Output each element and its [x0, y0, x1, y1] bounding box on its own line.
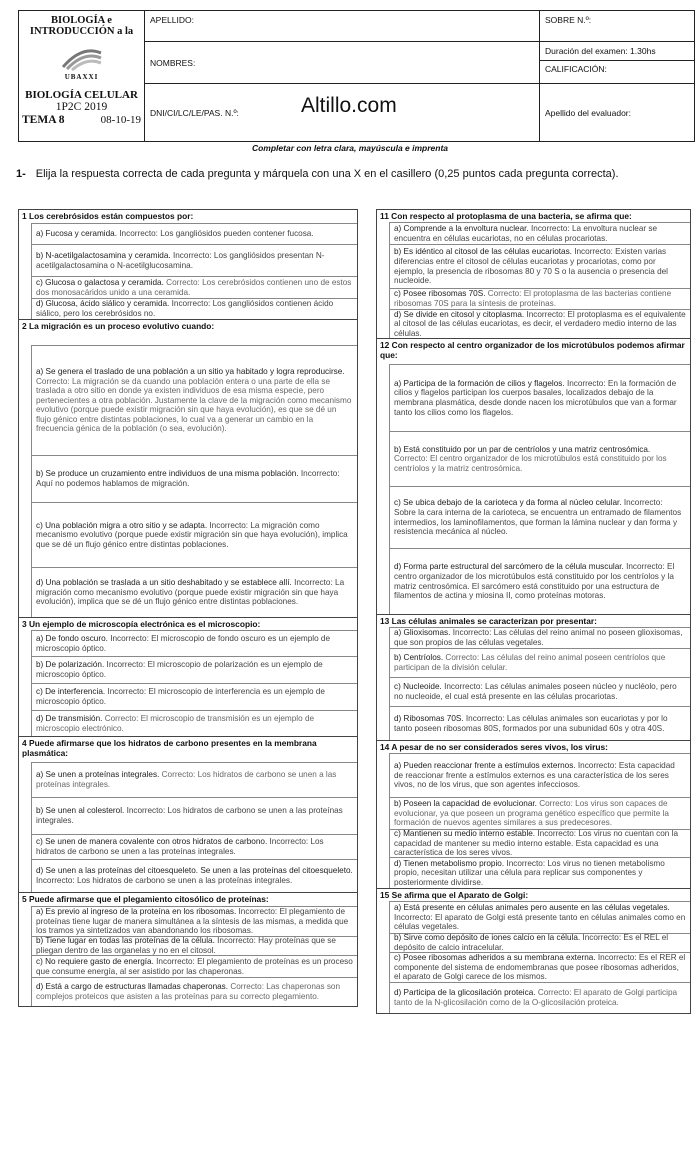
dept-line2: INTRODUCCIÓN a la: [29, 26, 134, 37]
option-text: a) Glioxisomas.: [394, 628, 453, 638]
duracion-calificacion-cell: [540, 42, 695, 84]
option-text: c) Mantienen su medio interno estable.: [394, 829, 538, 839]
questions-right-column: [376, 209, 691, 1014]
answer-option[interactable]: [389, 288, 690, 309]
option-text: c) Se ubica debajo de la carioteca y da forma al núcleo celular.: [394, 498, 624, 508]
uba-logo-icon: [59, 45, 105, 71]
answer-option[interactable]: [31, 906, 357, 936]
calificacion-label: CALIFICACIÓN:: [545, 64, 607, 74]
answer-option[interactable]: [31, 977, 357, 1006]
option-feedback: Incorrecto: Los virus no tienen metabolismo propio, necesitan utilizar una célula para replicar sus componentes y posteriormente dividirse.: [394, 858, 665, 887]
answer-option[interactable]: [31, 298, 357, 319]
option-text: d) Tienen metabolismo propio.: [394, 858, 507, 868]
option-feedback: Incorrecto: La envoltura nuclear se encuentra en células eucariotas, no en células procariotas.: [394, 223, 658, 243]
answer-option[interactable]: [31, 710, 357, 736]
question-block: [19, 892, 357, 1006]
course-name: BIOLOGÍA CELULAR: [25, 89, 138, 101]
option-feedback: Incorrecto: La migración como mecanismo evolutivo (porque puede existir migración sin que haya evolución), implica que se dé un flujo génico entre distintas poblaciones.: [36, 520, 348, 549]
option-text: a) Participa de la formación de cilios y flagelos.: [394, 378, 567, 388]
option-feedback: Incorrecto: Los virus no cuentan con la capacidad de mantener su medio interno estable. Esta capacidad es una característica de los seres vivos.: [394, 829, 679, 858]
option-text: b) Centríolos.: [394, 653, 446, 663]
answer-option[interactable]: [389, 244, 690, 288]
answer-option[interactable]: [389, 486, 690, 548]
option-feedback: Incorrecto: El plegamiento de proteínas tiene lugar de manera simultánea a la síntesis de las mismas, a medida que los tramos ya sintetizados van abandonando los ribosomas.: [36, 907, 349, 936]
option-text: b) Es idéntico al citosol de las células eucariotas.: [394, 247, 575, 257]
question-block: [19, 617, 357, 736]
option-text: c) Nucleoide.: [394, 682, 445, 692]
option-text: c) Se unen de manera covalente con otros hidratos de carbono.: [36, 837, 270, 847]
option-text: a) Está presente en células animales pero ausente en las células vegetales.: [394, 903, 670, 913]
question-title: 3 Un ejemplo de microscopía electrónica es el microscopio:: [22, 619, 261, 629]
option-feedback: Incorrecto: Los hidratos de carbono se unen a las proteínas integrales.: [36, 837, 324, 856]
option-feedback: Correcto: Las células del reino animal poseen centríolos que participan de la división celular.: [394, 653, 666, 672]
answer-option[interactable]: [389, 648, 690, 677]
option-feedback: Incorrecto: Es el REL el depósito de calcio intracelular.: [394, 933, 669, 952]
answer-option[interactable]: [31, 455, 357, 502]
option-text: c) Posee ribosomas 70S.: [394, 289, 488, 299]
option-feedback: Correcto: Los hidratos de carbono se unen a las proteínas integrales.: [36, 770, 337, 789]
uba-label: UBAXXI: [64, 73, 99, 81]
exam-header-table: [18, 10, 695, 142]
question-block: [377, 740, 690, 888]
option-feedback: Correcto: El protoplasma de las bacterias contiene ribosomas 70S para la síntesis de proteínas.: [394, 289, 672, 308]
answer-option[interactable]: [31, 502, 357, 567]
option-feedback: Correcto: El centro organizador de los microtúbulos está constituido por los centríolos y la matriz centrosómica.: [394, 454, 667, 473]
question-title: 13 Las células animales se caracterizan por presentar:: [380, 616, 597, 626]
option-feedback: Incorrecto: Las células del reino animal no poseen glioxisomas, que son propios de las células vegetales.: [394, 628, 683, 647]
option-feedback: Correcto: El aparato de Golgi participa tanto de la N-glicosilación como de la O-glicosilación proteica.: [394, 988, 678, 1007]
exam-date: 08-10-19: [100, 114, 141, 126]
question-title: 15 Se afirma que el Aparato de Golgi:: [380, 890, 529, 900]
option-feedback: Correcto: La migración se da cuando una población entera o una parte de ella se traslada a otro sitio en donde ya existen individuos de esa misma especie, pero pertenecientes a otra población. Justamente la clave de la migración como mecanismo evolutivo (porque puede existir migración sin que haya evolución), es que se dé un flujo génico entre distintas poblaciones, lo cual va a generar un cambio en la frecuencia génica de la población (o sea, evolución).: [36, 376, 352, 434]
answer-option[interactable]: [389, 431, 690, 486]
institution-block: [19, 11, 145, 142]
nombres-field[interactable]: NOMBRES:: [145, 42, 540, 84]
option-text: c) Una población migra a otro sitio y se adapta.: [36, 520, 210, 530]
option-text: d) Forma parte estructural del sarcómero de la célula muscular.: [394, 562, 627, 572]
answer-option[interactable]: [389, 829, 690, 857]
option-text: a) Pueden reaccionar frente a estímulos externos.: [394, 761, 578, 771]
tema-label: TEMA 8: [22, 114, 65, 126]
option-text: b) N-acetilgalactosamina y ceramida.: [36, 250, 173, 260]
option-feedback: Incorrecto: Los hidratos de carbono se unen a las proteínas integrales.: [36, 806, 343, 825]
question-block: [377, 614, 690, 740]
answer-option[interactable]: [31, 683, 357, 710]
option-feedback: Incorrecto: El aparato de Golgi está presente tanto en células animales como en células vegetales.: [394, 912, 686, 932]
option-feedback: Incorrecto: La migración como mecanismo evolutivo (porque puede existir migración sin que haya evolución), implica que se dé un flujo génico entre distintas poblaciones.: [36, 578, 345, 607]
option-feedback: Incorrecto: Hay proteínas que se pliegan dentro de las organelas y no en el citosol.: [36, 936, 336, 955]
option-text: d) Participa de la glicosilación proteica.: [394, 988, 538, 998]
answer-option[interactable]: [31, 656, 357, 683]
option-text: b) De polarización.: [36, 660, 107, 670]
answer-option[interactable]: [389, 857, 690, 888]
questions-left-column: [18, 209, 358, 1007]
answer-option[interactable]: [389, 982, 690, 1013]
option-text: a) Comprende a la envoltura nuclear.: [394, 223, 531, 233]
option-text: c) Posee ribosomas adheridos a su membrana externa.: [394, 953, 598, 963]
option-feedback: Correcto: Los cerebrósidos contienen uno de estos dos monosacáridos unido a una ceramida.: [36, 277, 352, 297]
option-text: d) Una población se traslada a un sitio deshabitado y se establece allí.: [36, 578, 295, 588]
question-title: 1 Los cerebrósidos están compuestos por:: [22, 211, 194, 221]
answer-option[interactable]: [389, 364, 690, 431]
answer-option[interactable]: [31, 859, 357, 892]
duracion-label: Duración del examen: 1.30hs: [540, 42, 694, 61]
question-title: 12 Con respecto al centro organizador de los microtúbulos podemos afirmar que:: [380, 340, 685, 360]
option-feedback: Incorrecto: El microscopio de fondo oscuro es un ejemplo de microscopio óptico.: [36, 633, 331, 653]
option-feedback: Incorrecto: El microscopio de interferencia es un ejemplo de microscopio óptico.: [36, 687, 325, 706]
option-text: b) Poseen la capacidad de evolucionar.: [394, 799, 540, 809]
option-text: b) Tiene lugar en todas las proteínas de la célula.: [36, 936, 218, 946]
question-block: [377, 338, 690, 614]
option-feedback: Incorrecto: El centro organizador de los microtúbulos está constituido por los centríolos y la matriz centrosómica. El sarcómero está constituido por una estructura de filamentos de actina y miosina II, como proteínas motoras.: [394, 562, 675, 601]
dni-field[interactable]: DNI/CI/LC/LE/PAS. N.º:: [145, 84, 540, 142]
option-text: c) No requiere gasto de energía.: [36, 956, 157, 966]
answer-option[interactable]: [31, 276, 357, 298]
option-text: a) Es previo al ingreso de la proteína en los ribosomas.: [36, 907, 239, 917]
option-text: a) De fondo oscuro.: [36, 633, 111, 643]
question-block: [377, 888, 690, 1013]
question-block: [19, 319, 357, 617]
answer-option[interactable]: [389, 901, 690, 933]
option-text: c) Glucosa o galactosa y ceramida.: [36, 277, 167, 287]
option-feedback: Correcto: El microscopio de transmisión es un ejemplo de microscopio electrónico.: [36, 713, 315, 733]
option-feedback: Incorrecto: Los gangliósidos contienen ácido siálico, pero los cerebrósidos no.: [36, 299, 334, 318]
answer-option[interactable]: [31, 244, 357, 276]
option-feedback: Incorrecto: Los hidratos de carbono se unen a las proteínas integrales.: [36, 876, 293, 885]
option-feedback: Incorrecto: El plegamiento de proteínas es un proceso que consume energía, al ser asistido por las chaperonas.: [36, 956, 353, 976]
answer-option[interactable]: [31, 955, 357, 977]
watermark: Altillo.com: [301, 94, 397, 117]
answer-option[interactable]: [389, 548, 690, 614]
option-feedback: Incorrecto: Sobre la cara interna de la carioteca, se encuentra un entramado de filamentos intermedios, los laminofilamentos, que forman la lámina nuclear y dan forma y resistencia mecánica al núcleo.: [394, 498, 682, 537]
option-feedback: Incorrecto: Los gangliósidos presentan N-acetilgalactosamina o N-acetilglucosamina.: [36, 250, 325, 270]
answer-option[interactable]: [389, 933, 690, 952]
question-block: [377, 210, 690, 338]
answer-option[interactable]: [389, 797, 690, 829]
option-text: d) Glucosa, ácido siálico y ceramida.: [36, 299, 172, 309]
answer-option[interactable]: [31, 630, 357, 656]
option-feedback: Incorrecto: El protoplasma es el equivalente al citosol de las células eucariotas, es decir, el verdadero medio interno de las células.: [394, 309, 686, 338]
answer-option[interactable]: [31, 567, 357, 617]
option-feedback: Correcto: Las chaperonas son complejos proteicos que asisten a las proteínas para su correcto plegamiento.: [36, 982, 341, 1001]
answer-option[interactable]: [31, 762, 357, 797]
option-feedback: Incorrecto: Los gangliósidos pueden contener fucosa.: [119, 229, 314, 239]
question-block: [19, 736, 357, 892]
answer-option[interactable]: [31, 936, 357, 955]
question-title: 14 A pesar de no ser considerados seres vivos, los virus:: [380, 742, 608, 752]
option-text: d) De transmisión.: [36, 713, 105, 723]
option-text: a) Se unen a proteínas integrales.: [36, 770, 162, 780]
answer-option[interactable]: [389, 952, 690, 982]
answer-option[interactable]: [389, 627, 690, 648]
option-feedback: Incorrecto: Esta capacidad de reaccionar frente a estímulos externos es una característica de los seres vivos, no de los virus, que son agentes infecciosos.: [394, 761, 675, 790]
answer-option[interactable]: [31, 223, 357, 244]
option-text: d) Está a cargo de estructuras llamadas chaperonas.: [36, 982, 231, 992]
course-term: 1P2C 2019: [55, 101, 108, 113]
sobre-field[interactable]: SOBRE N.º:: [540, 11, 695, 42]
option-text: c) De interferencia.: [36, 687, 108, 697]
option-feedback: Incorrecto: Es el RER el componente del sistema de endomembranas que posee ribosomas adheridos, el aparato de Golgi carece de los mismos.: [394, 953, 686, 982]
question-block: [19, 210, 357, 319]
option-text: a) Fucosa y ceramida.: [36, 229, 120, 239]
option-text: a) Se genera el traslado de una población a un sitio ya habitado y logra reproducirse.: [36, 366, 345, 376]
option-text: b) Se unen al colesterol.: [36, 806, 127, 816]
answer-option[interactable]: [389, 309, 690, 338]
option-feedback: Incorrecto: Existen varias diferencias entre el citosol de células eucariotas y procariotas, como por ejemplo, la presencia de ribosomas 80 y 70 S o la ausencia o presencia del nucleoide.: [394, 247, 668, 286]
option-text: d) Se unen a las proteínas del citoesqueleto. Se unen a las proteínas del citoesqueleto.: [36, 866, 353, 876]
answer-option[interactable]: [389, 222, 690, 244]
question-title: 11 Con respecto al protoplasma de una bacteria, se afirma que:: [380, 211, 632, 221]
answer-option[interactable]: [389, 677, 690, 706]
question-title: 5 Puede afirmarse que el plegamiento citosólico de proteínas:: [22, 894, 269, 904]
option-feedback: Incorrecto: En la formación de cilios y flagelos participan los cuerpos basales, localizados debajo de la membrana plasmática, desde donde nacen los microtúbulos que van a formar tanto los cilios como los flagelos.: [394, 378, 677, 417]
option-text: b) Está constituido por un par de centríolos y una matriz centrosómica.: [394, 444, 651, 454]
answer-option[interactable]: [389, 753, 690, 797]
option-text: b) Se produce un cruzamiento entre individuos de una misma población.: [36, 469, 301, 479]
option-feedback: Incorrecto: El microscopio de polarización es un ejemplo de microscopio óptico.: [36, 660, 323, 679]
answer-option[interactable]: [31, 834, 357, 859]
option-feedback: Incorrecto: Las células animales son eucariotas y por lo tanto poseen ribosomas 80S, formados por una subunidad 60s y otra 40S.: [394, 713, 668, 733]
answer-option[interactable]: [389, 706, 690, 740]
dept-line1: BIOLOGÍA e: [51, 15, 112, 26]
option-feedback: Incorrecto: Las células animales poseen núcleo y nucléolo, pero no nucleoide, el cual está presente en las células procariotas.: [394, 682, 677, 701]
fill-instruction-note: Completar con letra clara, mayúscula e imprenta: [251, 143, 449, 153]
option-text: b) Sirve como depósito de iones calcio en la célula.: [394, 933, 583, 943]
option-feedback: Correcto: Los virus son capaces de evolucionar, ya que poseen un programa genético específico que permite la formación de nuevos agentes similares a sus predecesores.: [394, 799, 669, 828]
answer-option[interactable]: [31, 345, 357, 455]
apellido-field[interactable]: APELLIDO:: [145, 11, 540, 42]
question-title: 2 La migración es un proceso evolutivo cuando:: [22, 321, 215, 331]
question-title: 4 Puede afirmarse que los hidratos de carbono presentes en la membrana plasmática:: [22, 738, 317, 758]
option-text: d) Se divide en citosol y citoplasma.: [394, 309, 527, 319]
apellido-evaluador-field[interactable]: Apellido del evaluador:: [540, 84, 695, 142]
option-feedback: Incorrecto: Aquí no podemos hablamos de migración.: [36, 469, 340, 488]
instruction: 1- Elija la respuesta correcta de cada pregunta y márquela con una X en el casillero (0,25 puntos cada pregunta correcta).: [16, 168, 619, 180]
option-text: d) Ribosomas 70S.: [394, 713, 466, 723]
answer-option[interactable]: [31, 797, 357, 834]
